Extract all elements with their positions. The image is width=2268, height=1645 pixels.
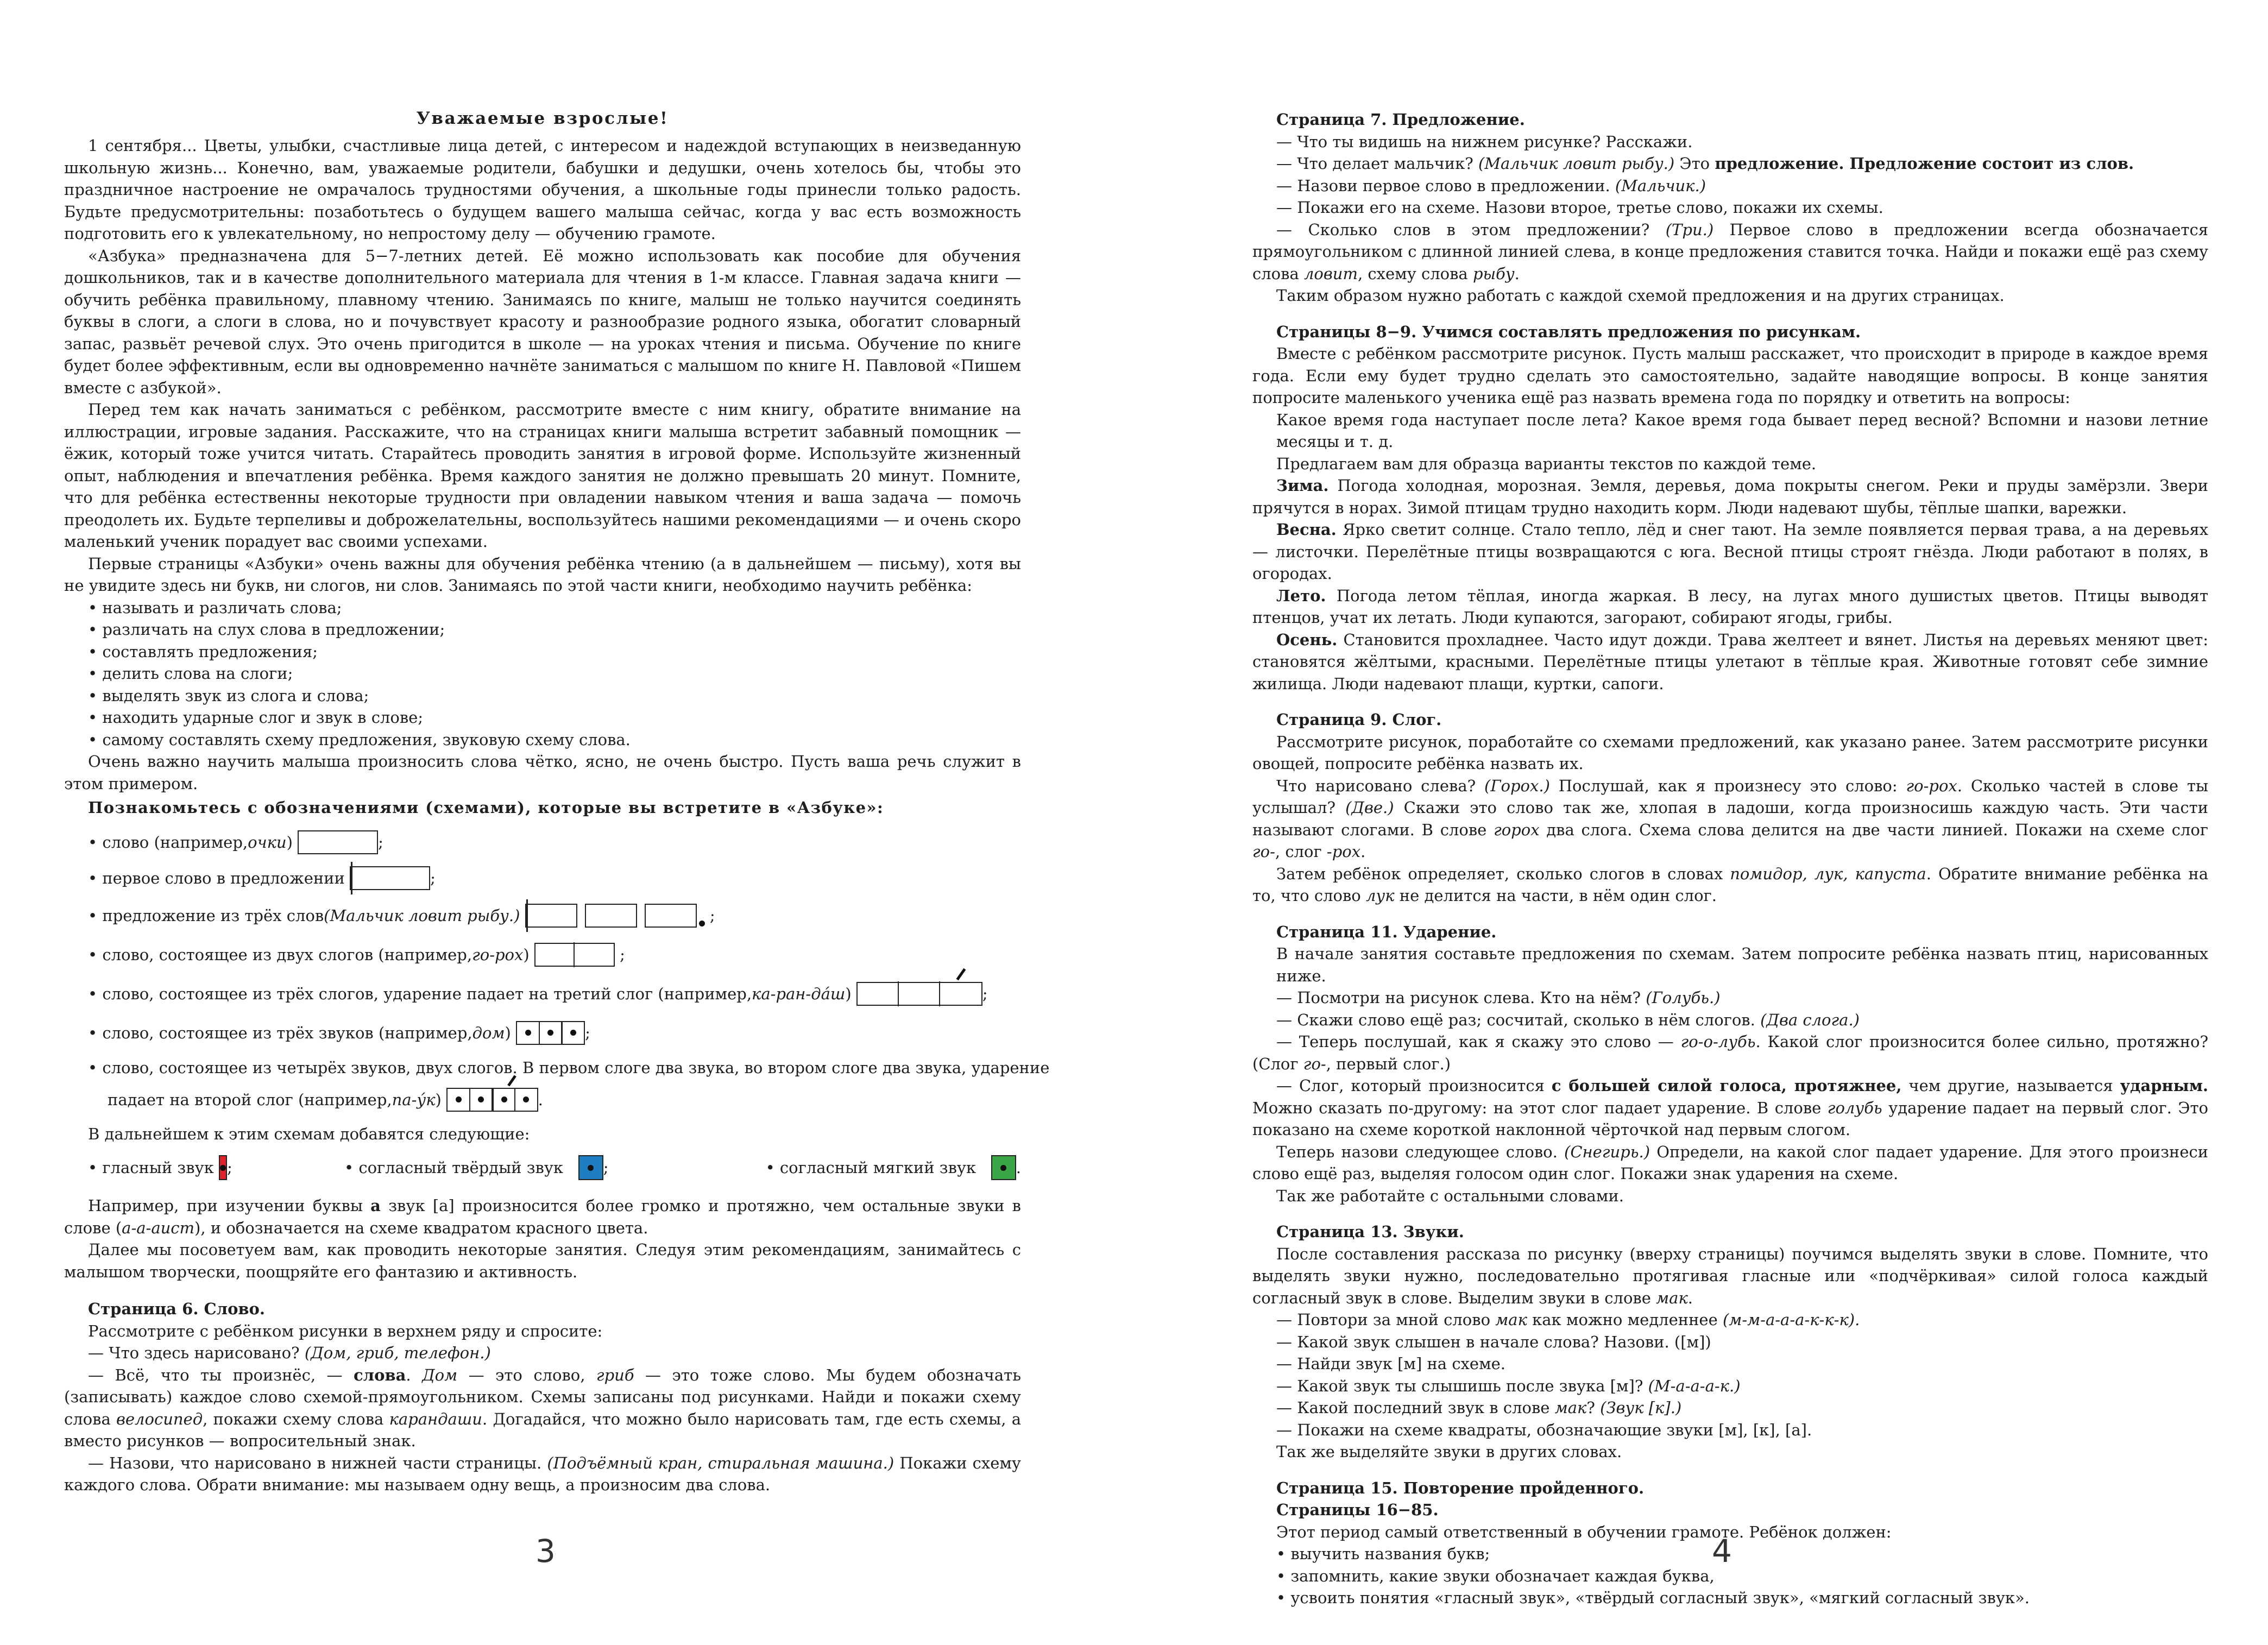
section-heading: Страница 15. Повторение пройденного. xyxy=(1276,1478,1645,1497)
list-item: • выучить названия букв; xyxy=(1276,1545,1490,1563)
section-heading: Страница 9. Слог. xyxy=(1276,710,1442,729)
soft-consonant-green-square xyxy=(991,1155,1016,1180)
two-syllable-scheme-box xyxy=(534,943,615,967)
sentence-word-3-box xyxy=(645,904,697,928)
page-number-right: 4 xyxy=(1712,1533,1732,1570)
sentence-word-1-box xyxy=(525,904,577,928)
intro-paragraph-5: Очень важно научить малыша произносить слова чётко, ясно, не очень быстро. Пусть ваша речь служит в этом примером. xyxy=(64,752,1021,793)
paragraph: В начале занятия составьте предложения по схемам. Затем попросите ребёнка назвать птиц, нарисованных ниже. xyxy=(1276,944,2208,985)
list-item: • самому составлять схему предложения, звуковую схему слова. xyxy=(88,730,631,749)
sound-cell xyxy=(492,1088,515,1112)
section-heading: Страница 11. Ударение. xyxy=(1276,922,1497,941)
legend-soft: • согласный мягкий звук . xyxy=(698,1155,1021,1180)
sound-cell xyxy=(561,1021,585,1045)
first-word-scheme-box xyxy=(350,866,430,890)
scheme-row-four-sounds: • слово, состоящее из четырёх звуков, двух слогов. В первом слоге два звука, во втором слоге два звука, ударение xyxy=(88,1058,1050,1077)
paragraph: Предлагаем вам для образца варианты текстов по каждой теме. xyxy=(1276,454,1817,473)
paragraph: Рассмотрите рисунок, поработайте со схемами предложений, как указано ранее. Затем рассмотрите рисунки овощей, попросите ребёнка назвать их. xyxy=(1252,732,2208,773)
list-item: • выделять звук из слога и слова; xyxy=(88,686,369,705)
paragraph: Что нарисовано слева? (Горох.) Послушай, как я произнесу это слово: го-рох. Сколько частей в слове ты услышал? (Две.) Скажи это слово так же, хлопая в ладоши, когда произносишь каждую часть. Эти части называют слогами. В слове горох два слога. Схема слова делится на две части линией. Покажи на схеме слог го-, слог -рох. xyxy=(1252,776,2209,861)
page6-paragraph-2: — Всё, что ты произнёс, — слова. Дом — это слово, гриб — это тоже слово. Мы будем обозначать (записывать) каждое слово схемой-прямоугольником. Схемы записаны под рисунками. Найди и покажи схему слова велосипед, покажи схему слова карандаши. Догадайся, что можно было нарисовать там, где есть схемы, а вместо рисунков — вопросительный знак. xyxy=(64,1365,1022,1450)
page6-question-1: — Что здесь нарисовано? (Дом, гриб, телефон.) xyxy=(88,1344,491,1362)
scheme-row-three-syllables: • слово, состоящее из трёх слогов, ударение падает на третий слог (например, ка-ран-да́ш ) ; xyxy=(64,974,1021,1013)
sound-cell xyxy=(469,1088,493,1112)
word-scheme-box xyxy=(298,830,378,854)
intro-paragraph-2: «Азбука» предназначена для 5−7-летних детей. Её можно использовать как пособие для обучения дошкольников, так и в качестве дополнительного материала для чтения в 1-м классе. Главная задача книги — обучить ребёнка правильному, плавному чтению. Занимаясь по книге, малыш не только научится соединять буквы в слоги, а слоги в слова, но и почувствует красоту и разнообразие родного языка, обогатит словарный запас, развьёт речевой слух. Это очень пригодится в школе — на уроках чтения и письма. Обучение по книге будет более эффективным, если вы одновременно начнёте заниматься с малышом по книге Н. Павловой «Пишем вместе с азбукой». xyxy=(64,246,1021,397)
list-item: • делить слова на слоги; xyxy=(88,664,293,683)
sound-cell xyxy=(539,1021,563,1045)
dialog-line: — Какой звук ты слышишь после звука [м]? (М-а-а-а-к.) xyxy=(1276,1376,1741,1395)
schemes-legend xyxy=(64,824,1050,1190)
section-heading: Страницы 8−9. Учимся составлять предложения по рисункам. xyxy=(1276,322,1861,341)
page6-paragraph-3: — Назови, что нарисовано в нижней части страницы. (Подъёмный кран, стиральная машина.) Покажи схему каждого слова. Обрати внимание: мы называем одну вещь, а произносим два слова. xyxy=(64,1453,1022,1494)
season-winter: Зима. Погода холодная, морозная. Земля, деревья, дома покрыты снегом. Реки и пруды замёрзли. Звери прячутся в норах. Зимой птицам трудно находить корм. Люди надевают шубы, тёплые шапки, варежки. xyxy=(1252,476,2208,517)
skills-list xyxy=(64,597,1021,751)
scheme-row-two-syllables: • слово, состоящее из двух слогов (например, го-рох ) ; xyxy=(64,935,1021,974)
schemes-heading: Познакомьтесь с обозначениями (схемами), которые вы встретите в «Азбуке»: xyxy=(88,798,884,817)
season-summer: Лето. Погода летом тёплая, иногда жаркая. В лесу, на лугах много душистых цветов. Птицы выводят птенцов, учат их летать. Люди купаются, загорают, собирают ягоды, грибы. xyxy=(1252,586,2208,627)
scheme-row-word: • слово (например, очки ) ; xyxy=(64,824,1021,860)
scheme-row-sentence: • предложение из трёх слов (Мальчик ловит рыбу.) ; xyxy=(64,896,1021,935)
dialog-line: — Покажи на схеме квадраты, обозначающие звуки [м], [к], [а]. xyxy=(1276,1420,1812,1439)
list-item: • усвоить понятия «гласный звук», «твёрдый согласный звук», «мягкий согласный звук». xyxy=(1276,1589,2030,1607)
left-page xyxy=(64,109,1050,1496)
three-syllable-scheme-box xyxy=(856,982,982,1006)
later-schemes-text: В дальнейшем к этим схемам добавятся следующие: xyxy=(88,1124,530,1143)
color-legend-row xyxy=(64,1146,1021,1189)
season-spring: Весна. Ярко светит солнце. Стало тепло, лёд и снег тают. На земле появляется первая трава, а на деревьях — листочки. Перелётные птицы возвращаются с юга. Весной птицы строят гнёзда. Люди работают в полях, в огородах. xyxy=(1252,520,2208,583)
dialog-line: — Найди звук [м] на схеме. xyxy=(1276,1354,1506,1373)
intro-paragraph-4: Первые страницы «Азбуки» очень важны для обучения ребёнка чтению (а в дальнейшем — письму), хотя вы не увидите здесь ни букв, ни слогов, ни слов. Занимаясь по этой части книги, необходимо научить ребёнка: xyxy=(64,554,1021,595)
sentence-word-2-box xyxy=(585,904,637,928)
paragraph: Таким образом нужно работать с каждой схемой предложения и на других страницах. xyxy=(1276,286,2005,305)
list-item: • называть и различать слова; xyxy=(88,598,342,617)
sound-cell xyxy=(514,1088,538,1112)
section-heading: Страница 13. Звуки. xyxy=(1276,1222,1464,1241)
paragraph: Какое время года наступает после лета? Какое время года бывает перед весной? Вспомни и назови летние месяцы и т. д. xyxy=(1276,410,2208,451)
legend-vowel: • гласный звук ; xyxy=(88,1155,218,1180)
three-sound-scheme xyxy=(516,1021,585,1045)
page6-paragraph-1: Рассмотрите с ребёнком рисунки в верхнем ряду и спросите: xyxy=(88,1321,603,1340)
scheme-row-three-sounds: • слово, состоящее из трёх звуков (например, дом ) ; xyxy=(64,1013,1021,1052)
paragraph: Теперь назови следующее слово. (Снегирь.) Определи, на какой слог падает ударение. Для этого произнеси слово ещё раз, выделяя голосом один слог. Покажи знак ударения на схеме. xyxy=(1252,1142,2208,1183)
intro-paragraph-3: Перед тем как начать заниматься с ребёнком, рассмотрите вместе с ним книгу, обратите внимание на иллюстрации, игровые задания. Расскажите, что на страницах книги малыша встретит забавный помощник — ёжик, который тоже учится читать. Старайтесь проводить занятия в игровой форме. Используйте жизненный опыт, наблюдения и впечатления ребёнка. Время каждого занятия не должно превышать 20 минут. Помните, что для ребёнка естественны некоторые трудности при овладении навыком чтения и ваша задача — помочь преодолеть их. Будьте терпеливы и доброжелательны, воспользуйтесь нашими рекомендациями — и очень скоро маленький ученик порадует вас своими успехами. xyxy=(64,400,1021,551)
dialog-line: — Что ты видишь на нижнем рисунке? Расскажи. xyxy=(1276,132,1693,151)
dialog-line: — Повтори за мной слово мак как можно медленнее (м-м-а-а-а-к-к-к). xyxy=(1276,1310,1860,1329)
dialog-line: — Посмотри на рисунок слева. Кто на нём? (Голубь.) xyxy=(1276,988,1721,1007)
dialog-line: — Какой звук слышен в начале слова? Назови. ([м]) xyxy=(1276,1332,1711,1351)
page-number-left: 3 xyxy=(536,1533,556,1570)
section-heading: Страница 6. Слово. xyxy=(88,1300,265,1318)
dialog-line: — Какой последний звук в слове мак? (Звук [к].) xyxy=(1276,1398,1682,1417)
dialog-line: — Сколько слов в этом предложении? (Три.) Первое слово в предложении всегда обозначается прямоугольником с длинной линией слева, в конце предложения ставится точка. Найди и покажи ещё раз схему слова ловит, схему слова рыбу. xyxy=(1252,220,2208,283)
paragraph: Так же работайте с остальными словами. xyxy=(1276,1186,1624,1205)
four-sound-scheme xyxy=(446,1088,538,1112)
dialog-line: — Покажи его на схеме. Назови второе, третье слово, покажи их схемы. xyxy=(1276,198,1883,217)
paragraph: Этот период самый ответственный в обучении грамоте. Ребёнок должен: xyxy=(1276,1522,1892,1541)
paragraph: Затем ребёнок определяет, сколько слогов в словах помидор, лук, капуста. Обратите внимание ребёнка на то, что слово лук не делится на части, в нём один слог. xyxy=(1252,864,2208,905)
hard-consonant-blue-square xyxy=(578,1155,603,1180)
paragraph: Вместе с ребёнком рассмотрите рисунок. Пусть малыш расскажет, что происходит в природе в каждое время года. Если ему будет трудно сделать это самостоятельно, задайте наводящие вопросы. В конце занятия попросите маленького ученика ещё раз назвать времена года по порядку и ответить на вопросы: xyxy=(1252,344,2208,407)
sound-cell xyxy=(516,1021,540,1045)
dialog-line: — Слог, который произносится с большей силой голоса, протяжнее, чем другие, называется ударным. Можно сказать по-другому: на этот слог падает ударение. В слове голубь ударение падает на первый слог. Это показано на схеме короткой наклонной чёрточкой над первым слогом. xyxy=(1252,1076,2208,1139)
dialog-line: — Что делает мальчик? (Мальчик ловит рыбу.) Это предложение. Предложение состоит из слов. xyxy=(1276,154,2134,173)
dialog-line: — Скажи слово ещё раз; сосчитай, сколько в нём слогов. (Два слога.) xyxy=(1276,1010,1860,1029)
season-autumn: Осень. Становится прохладнее. Часто идут дожди. Трава желтеет и вянет. Листья на деревьях меняют цвет: становятся жёлтыми, красными. Перелётные птицы улетают в тёплые края. Животные готовят себе зимние жилища. Люди надевают плащи, куртки, сапоги. xyxy=(1252,630,2208,693)
example-paragraph: Например, при изучении буквы а звук [а] произносится более громко и протяжно, чем остальные звуки в слове (а-а-аист), и обозначается на схеме квадратом красного цвета. xyxy=(64,1196,1021,1237)
paragraph: Так же выделяйте звуки в других словах. xyxy=(1276,1442,1622,1461)
right-page xyxy=(1252,109,2208,1609)
paragraph: После составления рассказа по рисунку (вверху страницы) поучимся выделять звуки в слове. Помните, что выделять звуки нужно, последовательно протягивая гласные или «подчёркивая» силой голоса каждый согласный звук в слове. Выделим звуки в слове мак. xyxy=(1252,1244,2208,1307)
list-item: • находить ударные слог и звук в слове; xyxy=(88,708,424,727)
scheme-row-four-sounds-2: падает на второй слог (например, па-у́к ) . xyxy=(64,1083,1021,1117)
legend-hard: • согласный твёрдый звук ; xyxy=(218,1155,698,1180)
list-item: • составлять предложения; xyxy=(88,642,318,661)
page-title: Уважаемые взрослые! xyxy=(416,109,669,128)
section-heading: Страница 7. Предложение. xyxy=(1276,110,1525,129)
sound-cell xyxy=(446,1088,470,1112)
dialog-line: — Теперь послушай, как я скажу это слово — го-о-лубь. Какой слог произносится более сильно, протяжно? (Слог го-, первый слог.) xyxy=(1252,1032,2208,1073)
intro-paragraph-1: 1 сентября... Цветы, улыбки, счастливые лица детей, с интересом и надеждой вступающих в неизведанную школьную жизнь... Конечно, вам, уважаемые родители, бабушки и дедушки, очень хотелось бы, чтобы это праздничное настроение не омрачалось трудностями обучения, а школьные годы принесли только радость. Будьте предусмотрительны: позаботьтесь о будущем вашего малыша сейчас, когда у вас есть возможность подготовить его к увлекательному, но непростому делу — обучению грамоте. xyxy=(64,136,1021,243)
dialog-line: — Назови первое слово в предложении. (Мальчик.) xyxy=(1276,176,1706,195)
advice-paragraph: Далее мы посоветуем вам, как проводить некоторые занятия. Следуя этим рекомендациям, занимайтесь с малышом творчески, поощряйте его фантазию и активность. xyxy=(64,1240,1021,1281)
scheme-row-first-word: • первое слово в предложении ; xyxy=(64,860,1021,896)
list-item: • запомнить, какие звуки обозначает каждая буква, xyxy=(1276,1566,1715,1585)
list-item: • различать на слух слова в предложении; xyxy=(88,620,445,639)
period-mark xyxy=(699,921,705,927)
section-heading: Страницы 16−85. xyxy=(1276,1501,1439,1519)
